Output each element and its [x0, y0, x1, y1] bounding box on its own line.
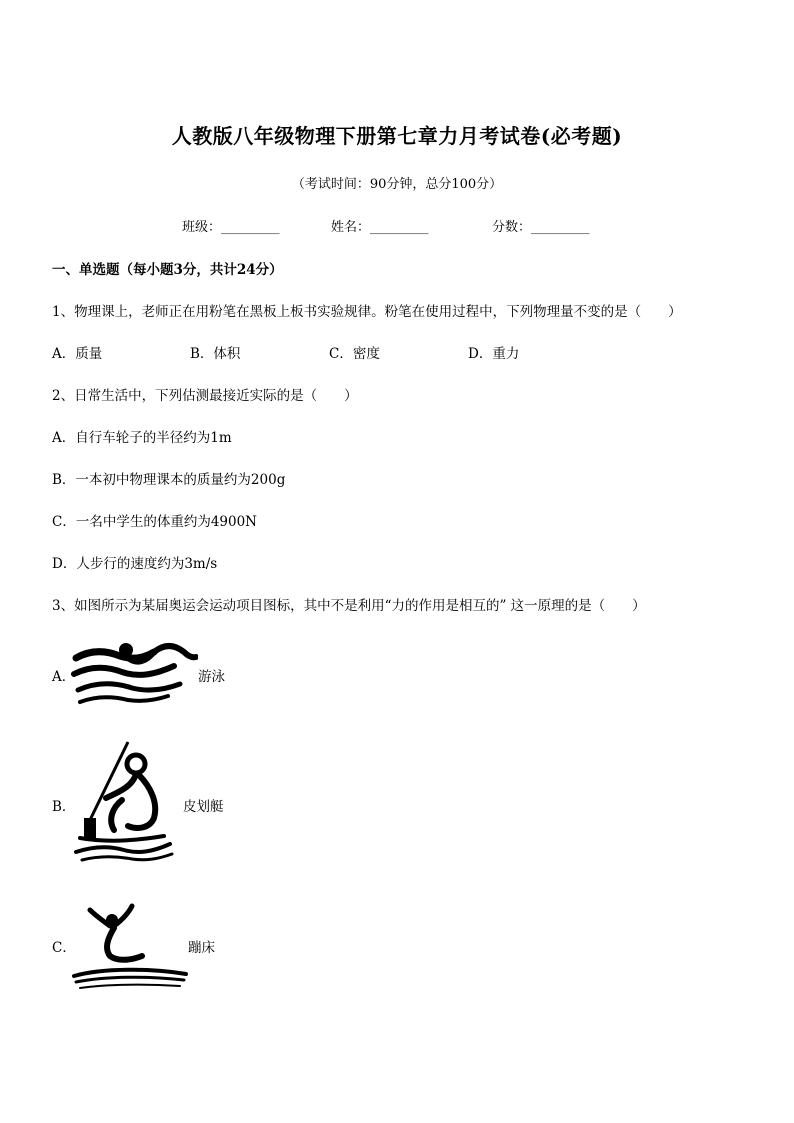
section-heading: 一、单选题（每小题3分，共计24分）: [52, 262, 283, 278]
name-field: 姓名：_________: [331, 220, 429, 235]
q2-option-c: C．一名中学生的体重约为4900N: [52, 514, 257, 530]
q1-option-b: B．体积: [190, 346, 241, 362]
q1-option-d: D．重力: [468, 346, 520, 362]
question-2: 2、日常生活中，下列估测最接近实际的是（ ）: [52, 388, 358, 404]
question-1: 1、物理课上，老师正在用粉笔在黑板上板书实验规律。粉笔在使用过程中，下列物理量不变的是（ ）: [52, 304, 682, 320]
q3-option-a-letter: A．: [52, 669, 76, 685]
q3-option-b-label: 皮划艇: [183, 799, 224, 815]
q3-option-c-label: 蹦床: [188, 940, 215, 956]
q3-option-a-label: 游泳: [198, 669, 225, 685]
q2-option-a: A．自行车轮子的半径约为1m: [52, 430, 232, 446]
q3-option-c-letter: C．: [52, 940, 76, 956]
canoe-icon: [72, 738, 176, 864]
page-title: 人教版八年级物理下册第七章力月考试卷(必考题): [171, 124, 623, 148]
q1-option-a: A．质量: [52, 346, 103, 362]
q2-option-d: D．人步行的速度约为3m/s: [52, 556, 218, 572]
exam-info-subtitle: （考试时间：90分钟，总分100分）: [291, 177, 503, 192]
q2-option-b: B．一本初中物理课本的质量约为200g: [52, 472, 286, 488]
trampoline-icon: [72, 902, 188, 990]
class-field: 班级：_________: [182, 220, 280, 235]
question-3: 3、如图所示为某届奥运会运动项目图标，其中不是利用“力的作用是相互的” 这一原理的是（ ）: [52, 598, 646, 614]
q1-option-c: C．密度: [329, 346, 380, 362]
swimming-icon: [70, 640, 198, 708]
score-field: 分数：_________: [492, 220, 590, 235]
q3-option-b-letter: B．: [52, 799, 76, 815]
